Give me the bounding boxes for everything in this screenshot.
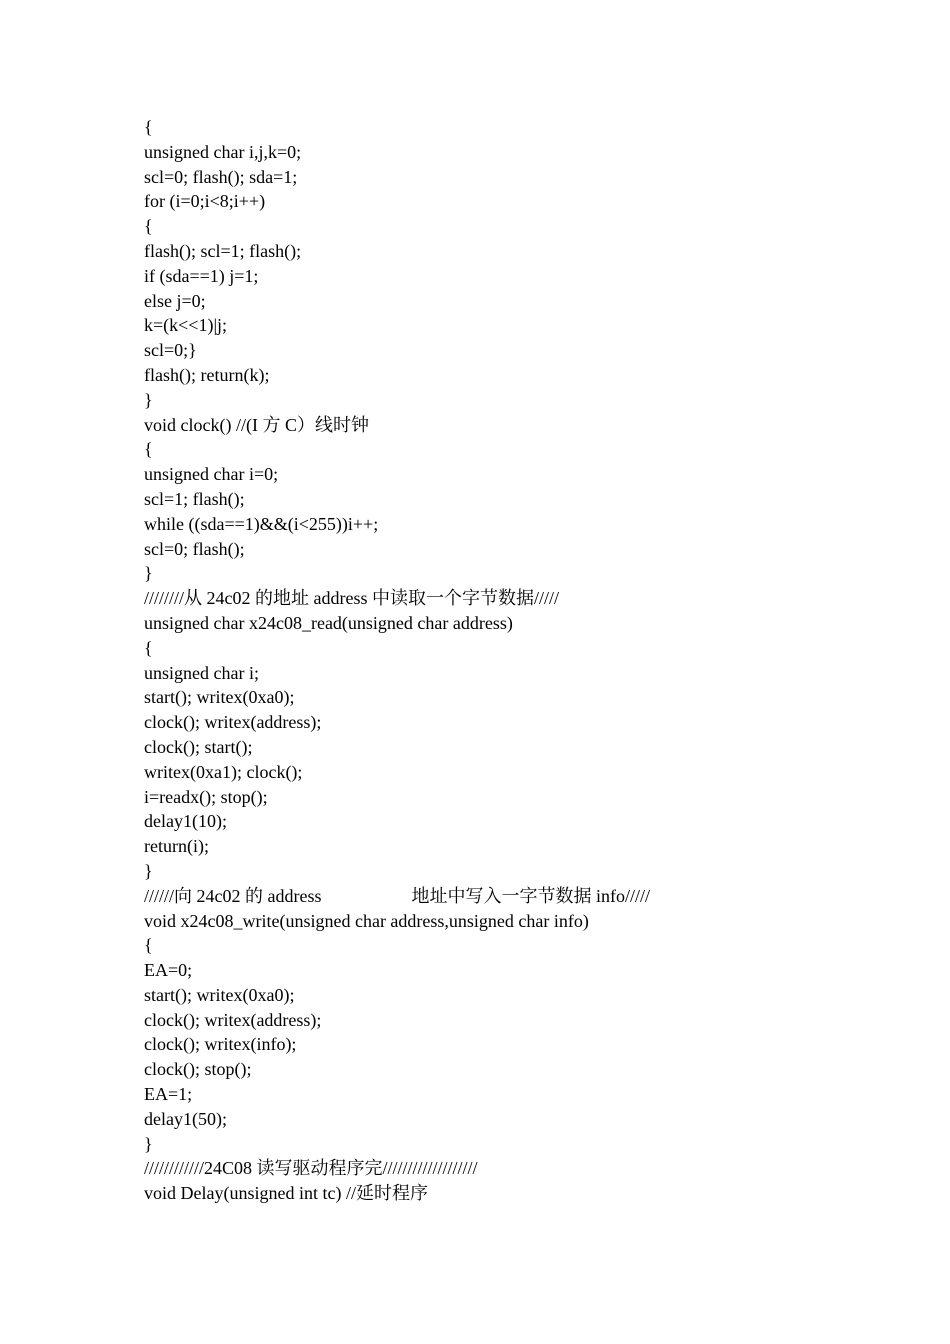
- code-line: }: [144, 389, 153, 410]
- code-line: clock(); writex(info);: [144, 1034, 297, 1055]
- code-line: return(i);: [144, 836, 209, 857]
- code-line: unsigned char i;: [144, 662, 259, 683]
- code-line: scl=0;}: [144, 340, 197, 361]
- code-line: void Delay(unsigned int tc) //延时程序: [144, 1183, 428, 1204]
- code-line: flash(); scl=1; flash();: [144, 240, 302, 261]
- code-line: for (i=0;i<8;i++): [144, 191, 266, 212]
- code-line: flash(); return(k);: [144, 364, 270, 385]
- code-line: start(); writex(0xa0);: [144, 984, 295, 1005]
- code-line: }: [144, 1133, 153, 1154]
- code-line: //////向 24c02 的 address 地址中写入一字节数据 info/////: [144, 885, 650, 906]
- code-line: unsigned char i=0;: [144, 464, 279, 485]
- code-line: scl=0; flash(); sda=1;: [144, 166, 298, 187]
- code-line: while ((sda==1)&&(i<255))i++;: [144, 513, 379, 534]
- code-line: if (sda==1) j=1;: [144, 265, 259, 286]
- code-line: {: [144, 216, 153, 237]
- code-line: else j=0;: [144, 290, 206, 311]
- code-listing: [144, 115, 844, 1206]
- code-line: unsigned char x24c08_read(unsigned char address): [144, 612, 513, 633]
- code-line: clock(); start();: [144, 736, 253, 757]
- code-line: ////////从 24c02 的地址 address 中读取一个字节数据/////: [144, 588, 559, 609]
- code-line: {: [144, 117, 153, 137]
- code-line: writex(0xa1); clock();: [144, 761, 303, 782]
- code-line: void clock() //(I 方 C）线时钟: [144, 414, 369, 435]
- code-line: i=readx(); stop();: [144, 786, 268, 807]
- code-line: clock(); writex(address);: [144, 1009, 322, 1030]
- code-line: ////////////24C08 读写驱动程序完///////////////////: [144, 1158, 478, 1179]
- code-line: unsigned char i,j,k=0;: [144, 141, 302, 162]
- code-line: }: [144, 860, 153, 881]
- code-line: {: [144, 935, 153, 956]
- code-line: EA=0;: [144, 960, 193, 981]
- code-line: scl=1; flash();: [144, 488, 245, 509]
- code-line: start(); writex(0xa0);: [144, 687, 295, 708]
- code-line: clock(); writex(address);: [144, 712, 322, 733]
- code-line: k=(k<<1)|j;: [144, 315, 228, 336]
- code-line: scl=0; flash();: [144, 538, 245, 559]
- code-line: void x24c08_write(unsigned char address,unsigned char info): [144, 910, 589, 931]
- code-line: {: [144, 637, 153, 658]
- code-line: clock(); stop();: [144, 1059, 252, 1080]
- code-line: {: [144, 439, 153, 460]
- code-line: EA=1;: [144, 1084, 193, 1105]
- code-line: delay1(10);: [144, 811, 227, 832]
- code-line: }: [144, 563, 153, 584]
- code-line: delay1(50);: [144, 1108, 227, 1129]
